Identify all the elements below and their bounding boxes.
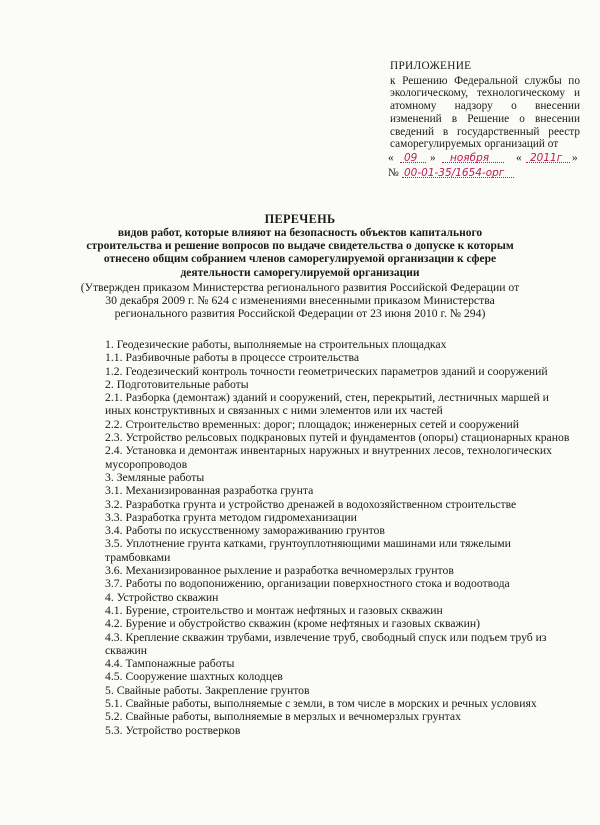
list-item: 5.2. Свайные работы, выполняемые в мерзлых и вечномерзлых грунтах xyxy=(105,710,461,724)
registration-number xyxy=(390,166,580,181)
appendix-body: к Решению Федеральной службы по экологическому, технологическому и атомному надзору о внесении изменений в Решение о внесении сведений в государственный реестр саморегулируемых организаций от xyxy=(390,74,580,151)
list-item: 4.1. Бурение, строительство и монтаж нефтяных и газовых скважин xyxy=(105,603,443,617)
list-item: 2.3. Устройство рельсовых подкрановых путей и фундаментов (опоры) стационарных кранов xyxy=(105,431,570,445)
list-item: 1.1. Разбивочные работы в процессе строительства xyxy=(105,351,360,365)
list-item: 2.1. Разборка (демонтаж) зданий и сооружений, стен, перекрытий, лестничных маршей и иных конструктивных и связанных с ними элементов или их частей xyxy=(105,391,549,418)
document-heading xyxy=(80,212,520,321)
date-quote-year-open: « xyxy=(516,151,522,164)
decision-date xyxy=(390,151,580,166)
date-year: 2011г xyxy=(530,151,563,164)
date-quote-year-close: » xyxy=(572,151,578,164)
appendix-title: ПРИЛОЖЕНИЕ xyxy=(390,60,472,72)
document-title: ПЕРЕЧЕНЬ xyxy=(264,212,336,226)
list-item: 4.5. Сооружение шахтных колодцев xyxy=(105,670,283,684)
list-item: 3.7. Работы по водопонижению, организации поверхностного стока и водоотвода xyxy=(105,577,510,591)
reg-prefix: № xyxy=(388,166,399,179)
list-item: 5. Свайные работы. Закрепление грунтов xyxy=(105,683,310,697)
list-item: 3.4. Работы по искусственному замораживанию грунтов xyxy=(105,524,385,538)
list-item: 2.2. Строительство временных: дорог; площадок; инженерных сетей и сооружений xyxy=(105,417,520,431)
list-item: 4. Устройство скважин xyxy=(105,590,219,604)
list-item: 4.4. Тампонажные работы xyxy=(105,657,235,671)
list-item: 5.3. Устройство ростверков xyxy=(105,723,241,737)
list-item: 5.1. Свайные работы, выполняемые с земли, в том числе в морских и речных условиях xyxy=(105,697,537,711)
list-item: 4.3. Крепление скважин трубами, извлечение труб, свободный спуск или подъем труб из скважин xyxy=(105,630,547,657)
list-item: 2. Подготовительные работы xyxy=(105,377,249,391)
list-item: 3.6. Механизированное рыхление и разработка вечномерзлых грунтов xyxy=(105,564,454,578)
date-month: ноября xyxy=(450,151,490,164)
date-day: 09 xyxy=(404,151,418,164)
list-item: 3.3. Разработка грунта методом гидромеханизации xyxy=(105,510,357,524)
date-quote-mid: » xyxy=(430,151,436,164)
date-quote-open: « xyxy=(388,151,394,164)
list-item: 1. Геодезические работы, выполняемые на строительных площадках xyxy=(105,338,447,351)
list-item: 2.4. Установка и демонтаж инвентарных наружных и внутренних лесов, технологических мусоропроводов xyxy=(105,444,553,471)
list-item: 3. Земляные работы xyxy=(105,470,205,484)
reg-number: 00-01-35/1654-орг xyxy=(404,166,505,179)
document-subtitle: видов работ, которые влияют на безопасность объектов капитального строительства и решение вопросов по выдаче свидетельства о допуске к которым отнесено общим собранием членов саморегулируемой организации к сфере деятельности саморегулируемой организации xyxy=(86,227,514,279)
list-item: 4.2. Бурение и обустройство скважин (кроме нефтяных и газовых скважин) xyxy=(105,617,481,631)
list-item: 3.2. Разработка грунта и устройство дренажей в водохозяйственном строительстве xyxy=(105,497,517,511)
list-item: 1.2. Геодезический контроль точности геометрических параметров зданий и сооружений xyxy=(105,364,548,378)
list-item: 3.5. Уплотнение грунта катками, грунтоуплотняющими машинами или тяжелыми трамбовками xyxy=(105,537,511,564)
works-list xyxy=(105,338,575,737)
appendix-block xyxy=(390,60,580,181)
list-item: 3.1. Механизированная разработка грунта xyxy=(105,484,314,498)
approval-note: (Утвержден приказом Министерства регионального развития Российской Федерации от 30 декабря 2009 г. № 624 с изменениями внесенными приказом Министерства регионального развития Российской Федерации от 23 июня 2010 г. № 294) xyxy=(80,280,520,321)
